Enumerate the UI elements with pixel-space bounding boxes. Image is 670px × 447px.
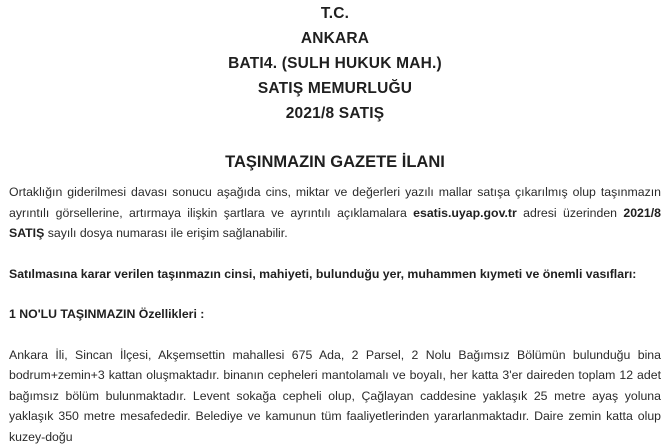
header-line-court: BATI4. (SULH HUKUK MAH.) bbox=[0, 51, 670, 76]
header-line-tc: T.C. bbox=[0, 1, 670, 26]
intro-text-2: adresi üzerinden bbox=[517, 206, 624, 220]
website-link[interactable]: esatis.uyap.gov.tr bbox=[413, 206, 517, 220]
header-line-file: 2021/8 SATIŞ bbox=[0, 101, 670, 126]
notice-title: TAŞINMAZIN GAZETE İLANI bbox=[0, 151, 670, 173]
intro-text-3: sayılı dosya numarası ile erişim sağlanabilir. bbox=[44, 226, 287, 240]
spacer bbox=[9, 244, 661, 264]
spacer bbox=[9, 284, 661, 304]
spacer bbox=[9, 325, 661, 345]
file-number: 2021/8 SATIŞ bbox=[9, 206, 661, 241]
intro-paragraph bbox=[9, 182, 661, 244]
header-line-office: SATIŞ MEMURLUĞU bbox=[0, 76, 670, 101]
property-heading: 1 NO'LU TAŞINMAZIN Özellikleri : bbox=[9, 304, 661, 325]
property-description: Ankara İli, Sincan İlçesi, Akşemsettin mahallesi 675 Ada, 2 Parsel, 2 Nolu Bağımsız Bölümün bulunduğu bina bodrum+zemin+3 kattan oluşmaktadır. binanın cepheleri mantolamalı ve boyalı, her katta 3'er daireden toplam 12 adet bağımsız bölüm bulunmaktadır. Levent sokağa cepheli olup, Çağlayan caddesine yaklaşık 25 metre ayaş yoluna yaklaşık 350 metre mesafededir. Belediye ve kamunun tüm faaliyetlerinden yararlanmaktadır. Daire zemin katta olup kuzey-doğu bbox=[9, 345, 661, 447]
header-line-city: ANKARA bbox=[0, 26, 670, 51]
section-heading: Satılmasına karar verilen taşınmazın cinsi, mahiyeti, bulunduğu yer, muhammen kıymeti ve önemli vasıfları: bbox=[9, 264, 661, 285]
notice-body bbox=[9, 182, 661, 447]
document-header bbox=[0, 1, 670, 126]
intro-text-1: Ortaklığın giderilmesi davası sonucu aşağıda cins, miktar ve değerleri yazılı mallar satışa çıkarılmış olup taşınmazın ayrıntılı görsellerine, artırmaya ilişkin şartlara ve ayrıntılı açıklamalara bbox=[9, 185, 661, 220]
